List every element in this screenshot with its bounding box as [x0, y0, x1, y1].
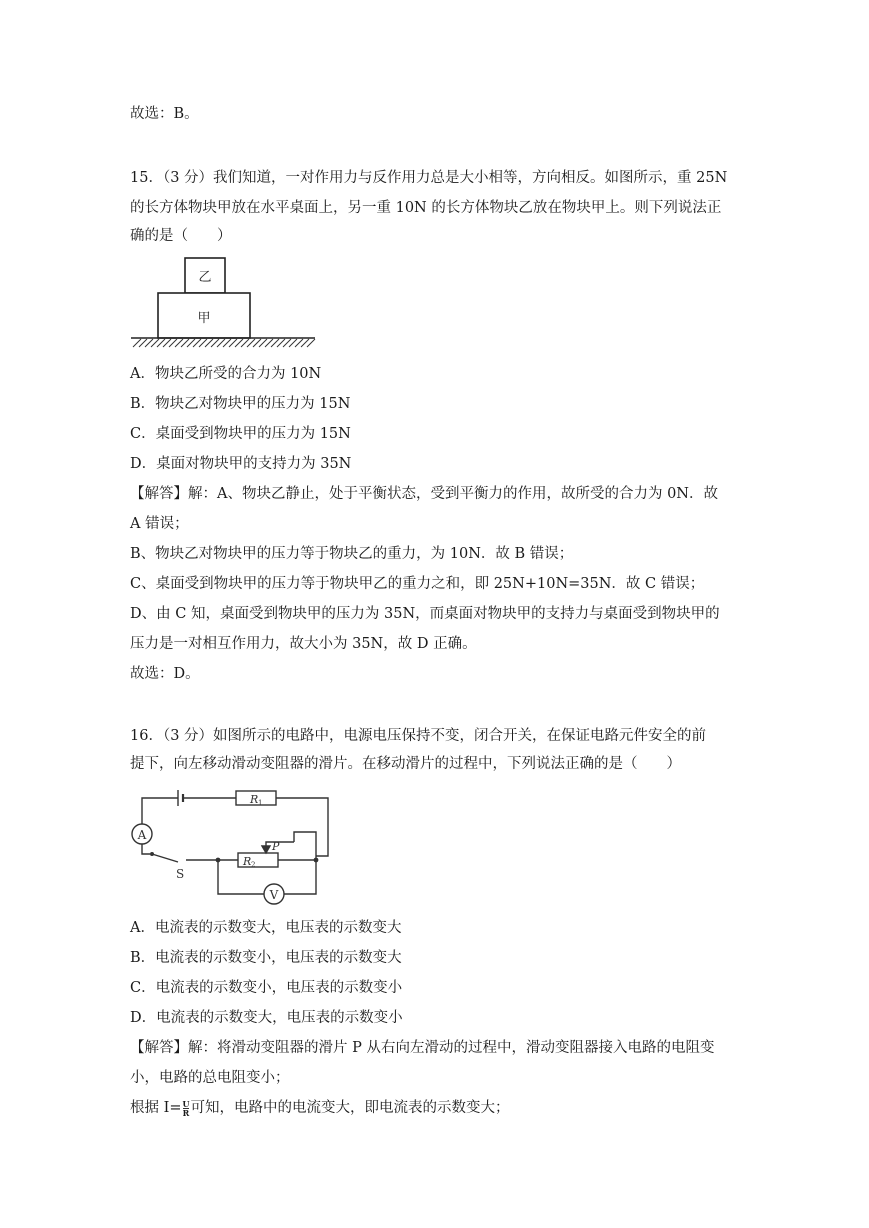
- block-jia-label: 甲: [197, 311, 211, 326]
- q15-solution-line-6: 压力是一对相互作用力，故大小为 35N，故 D 正确。: [130, 636, 477, 652]
- slider-arrow: [262, 846, 270, 853]
- slider-label: P: [272, 840, 280, 853]
- q15-option-a: A．物块乙所受的合力为 10N: [130, 366, 322, 382]
- r1-label-sub: 1: [258, 799, 263, 807]
- q15-stem-line-1: 15．（3 分）我们知道，一对作用力与反作用力总是大小相等，方向相反。如图所示，重 25N: [130, 170, 728, 186]
- fraction-numerator: U: [182, 1098, 190, 1109]
- ohm-suffix: 可知，电路中的电流变大，即电流表的示数变大；: [190, 1100, 510, 1116]
- ohm-prefix: 根据 I=: [130, 1100, 182, 1116]
- switch-contact: [150, 852, 154, 856]
- wire-top-left: [142, 798, 178, 824]
- q16-circuit-figure: [128, 784, 338, 914]
- wire-top-right: [276, 798, 328, 856]
- q15-solution-line-3: B、物块乙对物块甲的压力等于物块乙的重力，为 10N．故 B 错误；: [130, 546, 574, 562]
- voltmeter-label: V: [269, 888, 279, 902]
- wire-voltmeter-right: [284, 860, 316, 894]
- junction-left: [216, 858, 221, 863]
- q16-solution-line-1: 【解答】解：将滑动变阻器的滑片 P 从右向左滑动的过程中，滑动变阻器接入电路的电阻变: [130, 1040, 715, 1056]
- previous-answer: 故选：B。: [130, 106, 199, 122]
- q16-stem-line-1: 16．（3 分）如图所示的电路中，电源电压保持不变，闭合开关，在保证电路元件安全的前: [130, 728, 707, 744]
- wire-left-lower: [142, 844, 150, 854]
- ohm-fraction: [183, 1100, 190, 1117]
- table-hatching: [133, 339, 315, 347]
- q16-option-c: C．电流表的示数变小，电压表的示数变小: [130, 980, 403, 996]
- q15-solution-line-2: A 错误；: [130, 516, 189, 532]
- q15-answer: 故选：D。: [130, 666, 200, 682]
- q16-stem-line-2: 提下，向左移动滑动变阻器的滑片。在移动滑片的过程中，下列说法正确的是（ ）: [130, 756, 681, 772]
- q16-solution-line-2: 小，电路的总电阻变小；: [130, 1070, 290, 1086]
- switch-blade: [152, 854, 178, 862]
- wire-slider-up: [294, 832, 316, 860]
- q15-solution-line-5: D、由 C 知，桌面受到物块甲的压力为 35N，而桌面对物块甲的支持力与桌面受到物块甲的: [130, 606, 720, 622]
- q15-stem-line-2: 的长方体物块甲放在水平桌面上，另一重 10N 的长方体物块乙放在物块甲上。则下列说法正: [130, 200, 722, 216]
- q15-option-d: D．桌面对物块甲的支持力为 35N: [130, 456, 352, 472]
- block-yi-label: 乙: [198, 270, 212, 285]
- r2-label-sub: 2: [251, 861, 256, 869]
- q16-option-b: B．电流表的示数变小，电压表的示数变大: [130, 950, 402, 966]
- r2-label-base: R: [243, 855, 252, 868]
- wire-voltmeter-left: [218, 860, 264, 894]
- fraction-denominator: R: [182, 1107, 190, 1118]
- junction-right: [314, 858, 319, 863]
- r1-label-base: R: [250, 793, 259, 806]
- q16-ohm-line: [130, 1098, 509, 1118]
- q15-stem-line-3: 确的是（ ）: [130, 228, 232, 244]
- ammeter-label: A: [137, 828, 147, 842]
- q15-blocks-figure: [128, 255, 318, 355]
- q15-solution-line-1: 【解答】解：A、物块乙静止，处于平衡状态，受到平衡力的作用，故所受的合力为 0N．故: [130, 486, 718, 502]
- q16-option-a: A．电流表的示数变大，电压表的示数变大: [130, 920, 402, 936]
- q15-solution-line-4: C、桌面受到物块甲的压力等于物块甲乙的重力之和，即 25N+10N=35N．故 C 错误；: [130, 576, 705, 592]
- q16-option-d: D．电流表的示数变大，电压表的示数变小: [130, 1010, 403, 1026]
- q15-option-b: B．物块乙对物块甲的压力为 15N: [130, 396, 351, 412]
- q15-option-c: C．桌面受到物块甲的压力为 15N: [130, 426, 351, 442]
- switch-label: S: [176, 867, 185, 881]
